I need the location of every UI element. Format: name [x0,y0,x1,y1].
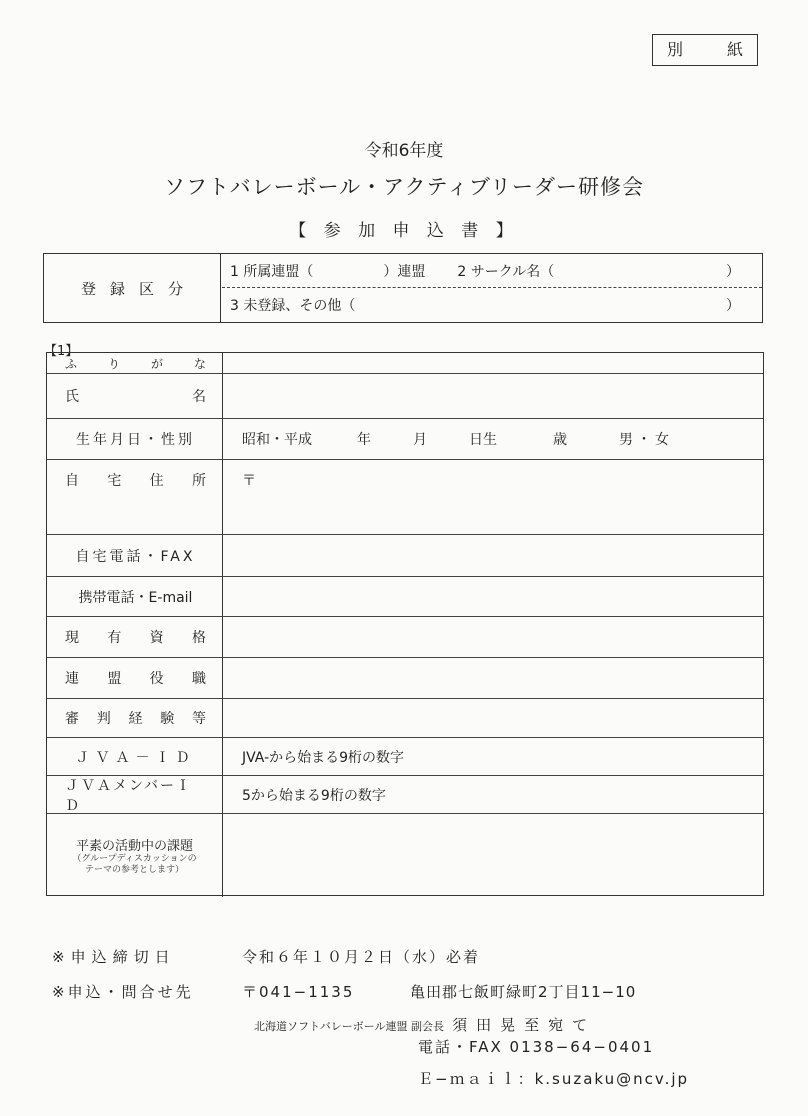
issues-title: 平素の活動中の課題 [75,839,193,854]
deadline-line [52,946,480,967]
jva-member-id-field[interactable]: 5から始まる9桁の数字 [242,787,386,804]
label-qualification: 現 有 資 格 [47,617,223,657]
label-jva-id: ＪＶＡ－ＩＤ [47,738,223,775]
contact-zip: 〒041−1135 [242,983,355,1001]
label-mobile: 携帯電話・E-mail [47,577,223,616]
registration-label: 登録区分 [44,254,221,322]
close-paren: ） [726,263,740,280]
organization-line [254,1014,596,1035]
contact-address: 亀田郡七飯町緑町2丁目11−10 [410,983,637,1001]
home-phone-field[interactable] [224,535,763,576]
year-unit: 年 [357,432,371,448]
row-issues[interactable] [47,814,763,897]
label-address: 自 宅 住 所 [47,460,223,534]
close-paren: ） [726,298,740,314]
deadline-date: 令和６年１０月２日（水）必着 [242,948,481,966]
label-referee: 審 判 経 験 等 [47,699,223,737]
era-options: 昭和・平成 [242,432,312,448]
row-furigana[interactable] [47,353,763,374]
contact-line [52,981,636,1002]
label-furigana: ふ り が な [47,353,223,373]
deadline-label: ※申込締切日 [52,948,176,966]
organization: 北海道ソフトバレーボール連盟 副会長 [254,1020,445,1033]
row-birth[interactable] [47,419,763,460]
age-unit: 歳 [553,432,567,448]
referee-field[interactable] [224,699,763,737]
email[interactable]: Ｅ−ｍａｉｌ：k.suzaku@ncv.jp [418,1070,690,1088]
document-subtitle: 【 参 加 申 込 書 】 [289,221,519,241]
registration-box [43,253,763,323]
label-birth: 生年月日・性別 [47,419,223,459]
row-federation-role[interactable] [47,658,763,699]
row-address[interactable] [47,460,763,535]
name-field[interactable] [224,374,763,418]
month-unit: 月 [413,432,427,448]
label-jva-member-id: ＪＶＡメンバーＩＤ [47,776,223,813]
row-qualification[interactable] [47,617,763,658]
birth-field[interactable] [224,419,763,459]
label-federation-role: 連 盟 役 職 [47,658,223,698]
label-name: 氏 名 [47,374,223,418]
option-unregistered: 3 未登録、その他（ [230,298,356,314]
qualification-field[interactable] [224,617,763,657]
issues-field[interactable] [224,814,763,897]
jva-id-field[interactable]: JVA-から始まる9桁の数字 [242,749,405,766]
furigana-field[interactable] [224,353,763,373]
attachment-label: 別 紙 [652,34,758,66]
option-circle-name: 2 サークル名（ [457,263,555,280]
row-name[interactable] [47,374,763,419]
row-mobile[interactable] [47,577,763,617]
option-federation-suffix: ）連盟 [383,263,426,280]
row-home-phone[interactable] [47,535,763,577]
label-issues [47,814,223,897]
label-home-phone: 自宅電話・FAX [47,535,223,576]
contact-label: ※申込・問合せ先 [52,983,194,1001]
mobile-field[interactable] [224,577,763,616]
recipient: 須田晃至宛て [452,1016,597,1034]
row-jva-id[interactable] [47,738,763,776]
day-unit: 日生 [469,432,497,448]
application-form-table [46,352,764,896]
section-marker: 【1】 [44,344,79,359]
row-jva-member-id[interactable] [47,776,763,814]
phone-fax: 電話・FAX 0138−64−0401 [418,1038,655,1056]
address-field[interactable]: 〒 [242,473,256,489]
issues-note: （グループディスカッションのテーマの参考とします） [72,854,197,875]
federation-role-field[interactable] [224,658,763,698]
registration-row-2[interactable] [222,288,762,322]
document-title: ソフトバレーボール・アクティブリーダー研修会 [163,175,644,199]
sex-options: 男・女 [619,432,673,448]
fiscal-year: 令和6年度 [364,141,444,161]
row-referee[interactable] [47,699,763,738]
registration-row-1[interactable] [222,254,762,288]
option-federation-prefix: 1 所属連盟（ [230,263,314,280]
